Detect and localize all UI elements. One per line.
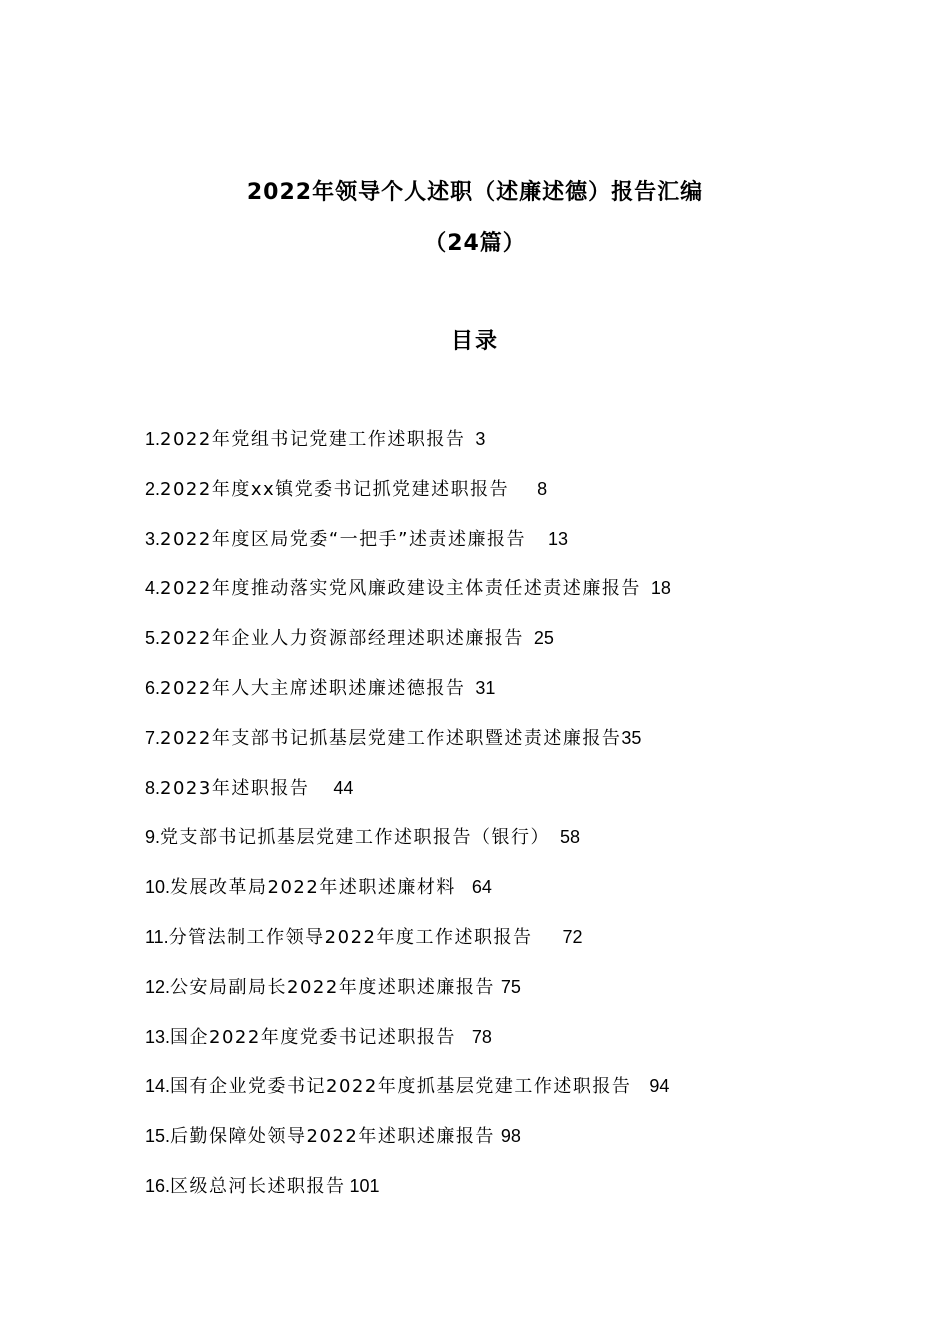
toc-item-page: 13 xyxy=(547,528,569,549)
toc-item-number: 15. xyxy=(145,1126,171,1147)
toc-item-title: 2022年度推动落实党风廉政建设主体责任述责述廉报告 xyxy=(160,578,641,600)
toc-item-page: 58 xyxy=(560,827,581,848)
toc-item[interactable] xyxy=(145,821,805,871)
toc-item-number: 7. xyxy=(145,727,161,748)
toc-item-number: 6. xyxy=(145,677,161,698)
toc-item-title: 国有企业党委书记2022年度抓基层党建工作述职报告 xyxy=(170,1076,632,1098)
toc-item-title: 公安局副局长2022年度述职述廉报告 xyxy=(170,976,495,998)
toc-item-title: 党支部书记抓基层党建工作述职报告（银行） xyxy=(160,827,551,849)
toc-item-title: 发展改革局2022年述职述廉材料 xyxy=(170,877,456,899)
toc-item[interactable] xyxy=(145,1120,805,1170)
toc-heading: 目录 xyxy=(450,329,499,354)
toc-item-page: 25 xyxy=(533,628,554,649)
toc-item-page: 101 xyxy=(349,1175,380,1196)
toc-item[interactable] xyxy=(145,622,805,672)
toc-item-number: 2. xyxy=(145,478,161,499)
toc-item-page: 98 xyxy=(500,1126,521,1147)
toc-item-number: 8. xyxy=(145,777,161,798)
toc-item[interactable] xyxy=(145,871,805,921)
toc-item-number: 16. xyxy=(145,1175,171,1196)
toc-item-title: 区级总河长述职报告 xyxy=(170,1175,346,1197)
toc-item-page: 94 xyxy=(649,1076,670,1097)
toc-item-number: 1. xyxy=(145,429,161,449)
toc-item-number: 3. xyxy=(145,528,161,549)
toc-item-page: 64 xyxy=(471,877,492,898)
toc-item-number: 9. xyxy=(145,827,161,848)
toc-item[interactable] xyxy=(145,971,805,1021)
toc-item-title: 2022年度区局党委“一把手”述责述廉报告 xyxy=(160,528,526,550)
toc-item-page: 35 xyxy=(621,727,642,748)
toc-item-page: 75 xyxy=(500,976,521,997)
toc-item-title: 国企2022年度党委书记述职报告 xyxy=(170,1026,456,1048)
toc-item-title: 2023年述职报告 xyxy=(160,777,310,799)
toc-item-title: 2022年企业人力资源部经理述职述廉报告 xyxy=(160,628,524,650)
toc-item[interactable] xyxy=(145,572,805,622)
toc-item[interactable] xyxy=(145,1021,805,1071)
toc-item-number: 4. xyxy=(145,578,161,599)
toc-item-number: 13. xyxy=(145,1026,171,1047)
toc-item-title: 2022年支部书记抓基层党建工作述职暨述责述廉报告 xyxy=(160,727,622,749)
toc-item-page: 31 xyxy=(475,677,496,698)
toc-item-page: 8 xyxy=(537,478,548,499)
toc-item-title: 2022年度xx镇党委书记抓党建述职报告 xyxy=(160,478,510,500)
toc-item-page: 18 xyxy=(650,578,671,599)
toc-item-page: 78 xyxy=(471,1026,492,1047)
toc-item[interactable] xyxy=(145,722,805,772)
toc-item[interactable] xyxy=(145,473,805,523)
toc-item-number: 11. xyxy=(145,926,169,947)
toc-item-page: 44 xyxy=(333,777,354,798)
table-of-contents xyxy=(145,423,805,1220)
toc-item-page: 72 xyxy=(562,926,583,947)
toc-item-title: 分管法制工作领导2022年度工作述职报告 xyxy=(168,926,533,948)
document-subtitle: （24篇） xyxy=(424,231,526,256)
document-title: 2022年领导个人述职（述廉述德）报告汇编 xyxy=(246,180,704,205)
toc-item-title: 后勤保障处领导2022年述职述廉报告 xyxy=(170,1126,495,1148)
toc-item-number: 14. xyxy=(145,1076,171,1097)
toc-item-number: 5. xyxy=(145,628,161,649)
toc-item[interactable] xyxy=(145,772,805,822)
toc-item-title: 2022年党组书记党建工作述职报告 xyxy=(160,429,466,450)
toc-item[interactable] xyxy=(145,523,805,573)
toc-item-title: 2022年人大主席述职述廉述德报告 xyxy=(160,677,466,699)
toc-item[interactable] xyxy=(145,423,805,473)
toc-item-page: 3 xyxy=(475,429,486,449)
toc-item[interactable] xyxy=(145,921,805,971)
toc-item[interactable] xyxy=(145,1070,805,1120)
toc-item[interactable] xyxy=(145,1170,805,1220)
toc-item-number: 12. xyxy=(145,976,171,997)
toc-item-number: 10. xyxy=(145,877,171,898)
toc-item[interactable] xyxy=(145,672,805,722)
